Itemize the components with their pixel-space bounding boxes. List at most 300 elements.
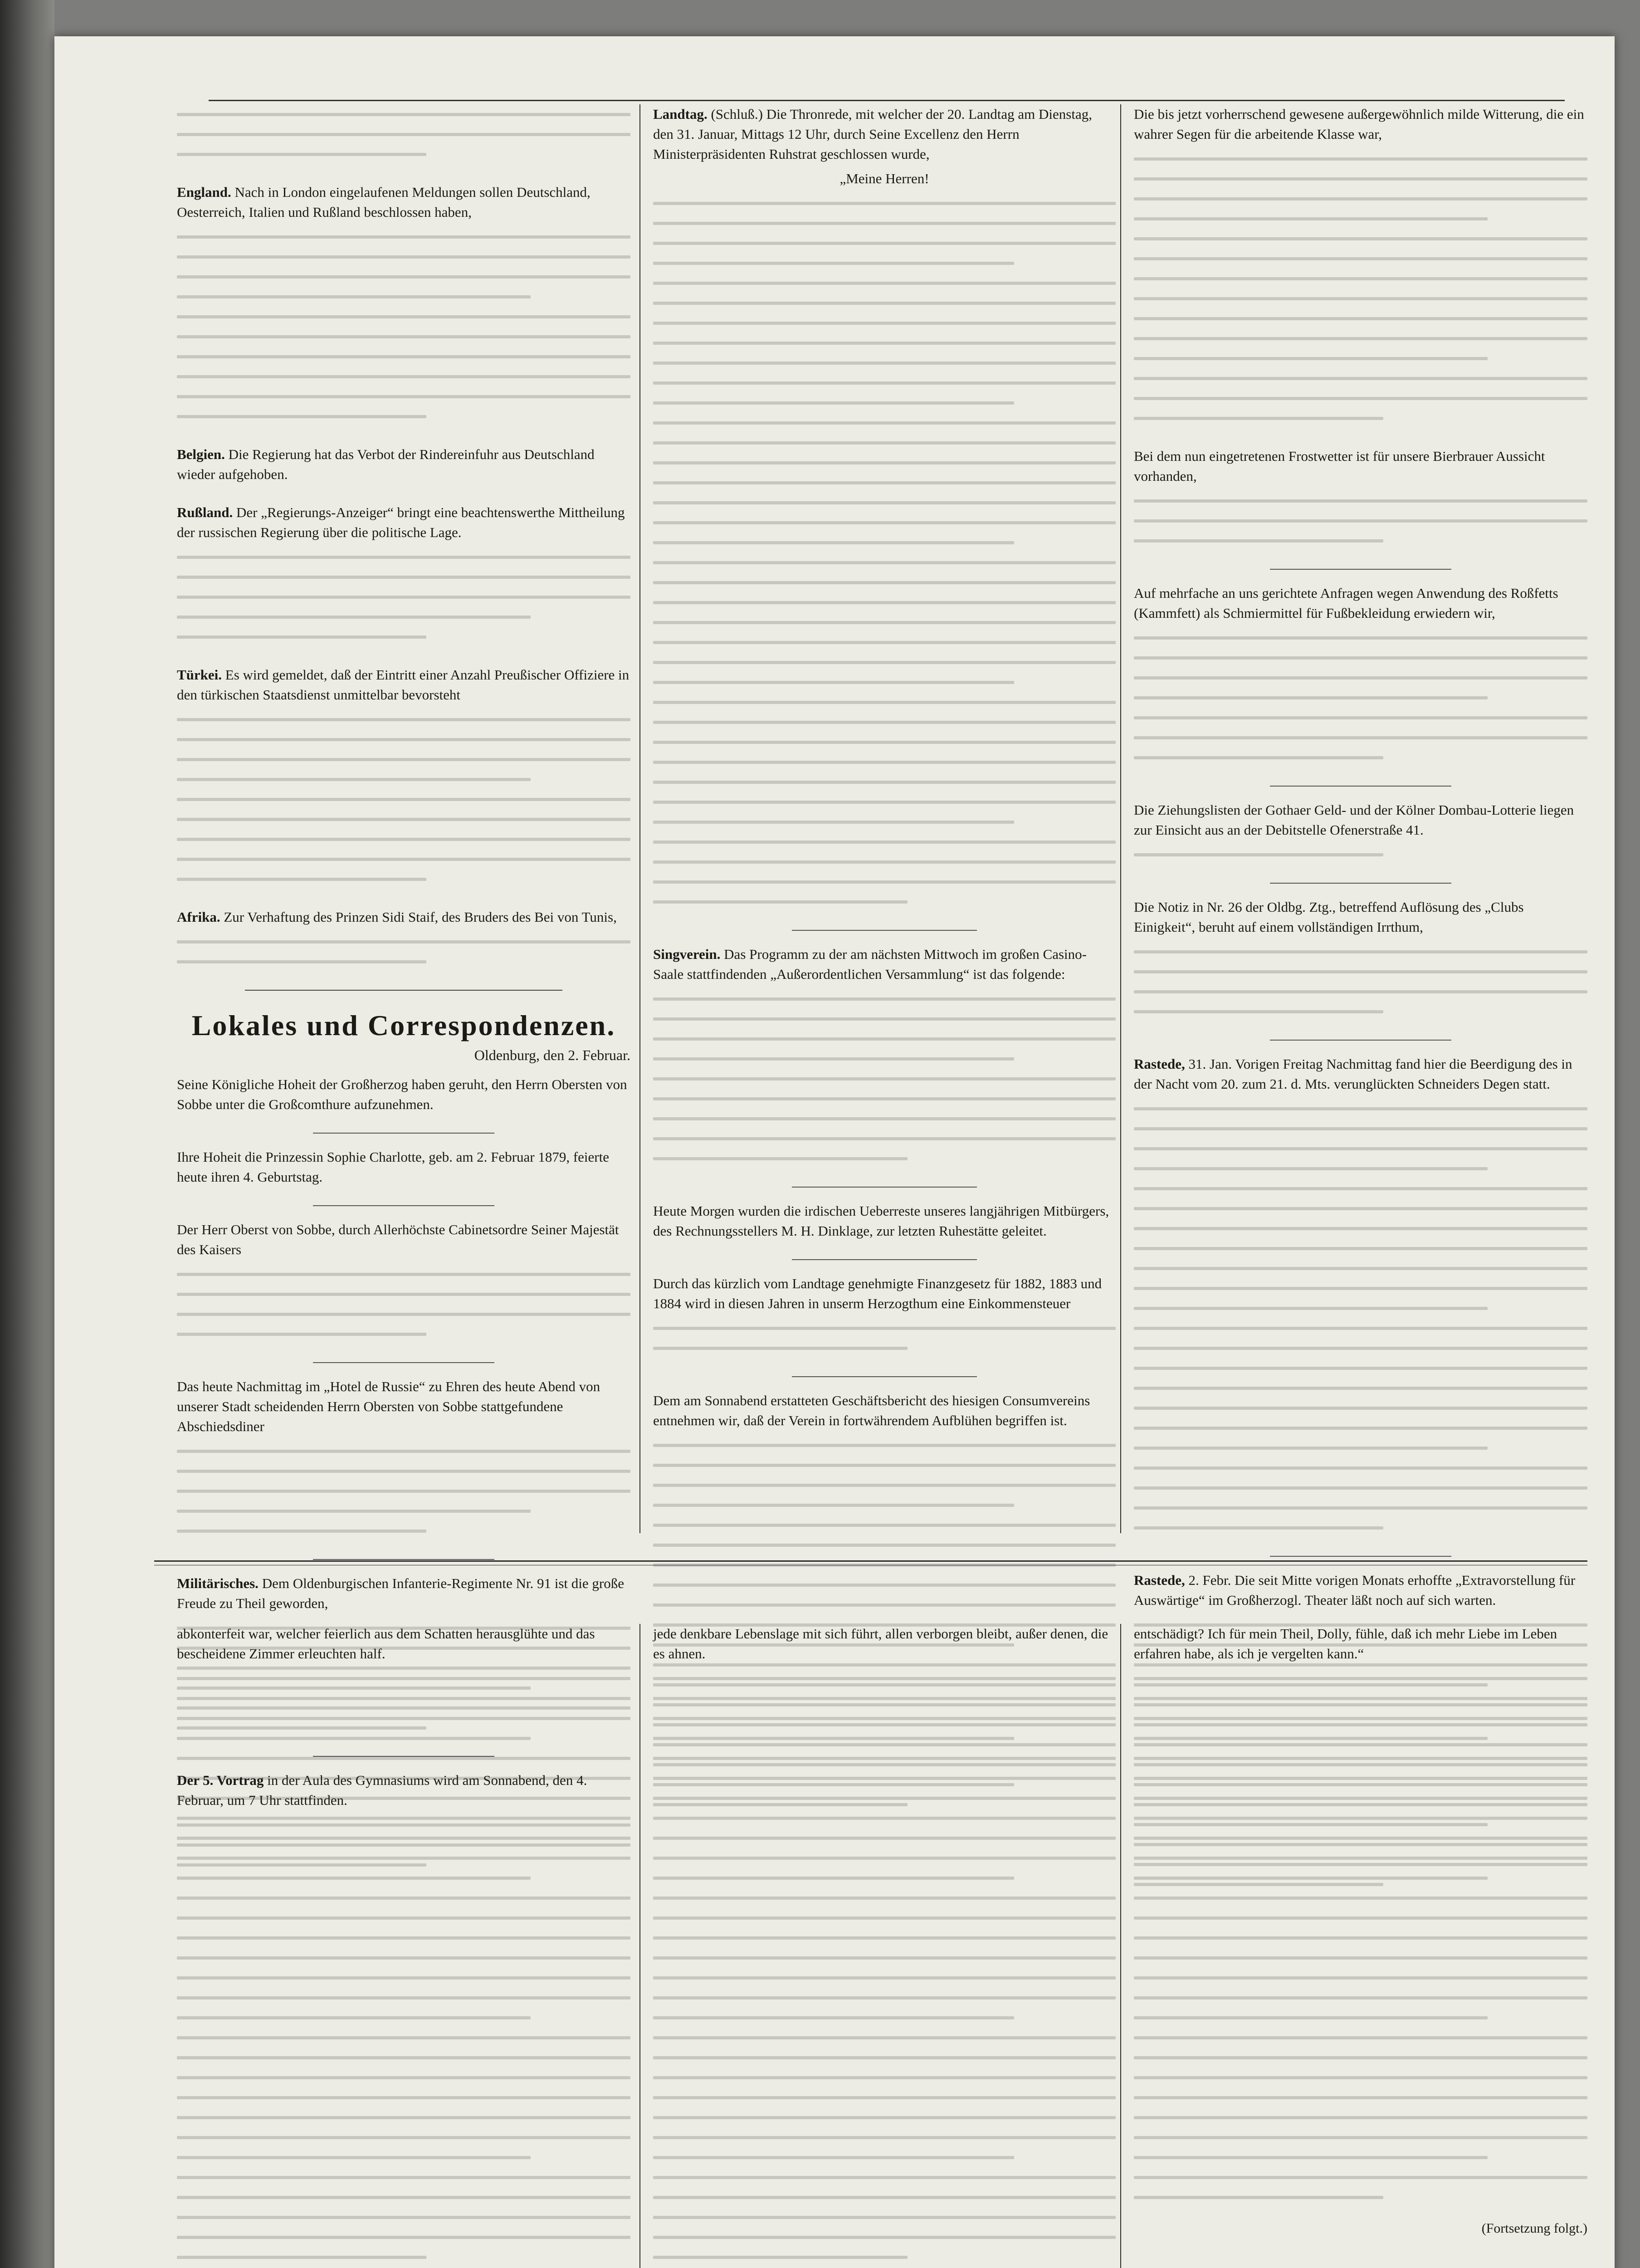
article-lead: Durch das kürzlich vom Landtage genehmigte Finanzgesetz für 1882, 1883 und 1884 wird in diesen Jahren in unserm Herzogthum eine Einkommensteuer: [653, 1276, 1102, 1311]
text-line: [177, 1324, 630, 1344]
text-line: [1134, 2187, 1587, 2207]
article-rastede-1: [1134, 1054, 1587, 1538]
text-line: [653, 393, 1116, 413]
text-block: [177, 227, 630, 426]
text-line: [1134, 1158, 1587, 1178]
text-line: [653, 632, 1116, 652]
text-line: [1134, 2068, 1587, 2087]
text-line: [653, 1495, 1116, 1515]
text-line: [177, 267, 630, 287]
text-line: [177, 1441, 630, 1461]
text-line: [1134, 845, 1587, 865]
text-line: [1134, 368, 1587, 388]
article-lead: Der Herr Oberst von Sobbe, durch Allerhöchste Cabinetsordre Seiner Majestät des Kaisers: [177, 1222, 619, 1257]
section-title-lokales: Lokales und Correspondenzen.: [191, 1009, 616, 1041]
text-line: [653, 433, 1116, 453]
text-line: [1134, 1908, 1587, 1928]
text-line: [653, 2087, 1116, 2107]
text-block: [1134, 1668, 1587, 2207]
text-line: [177, 1928, 630, 1948]
text-line: [177, 124, 630, 144]
text-line: [177, 1284, 630, 1304]
text-line: [1134, 1378, 1587, 1398]
text-line: [177, 2127, 630, 2147]
text-line: [653, 1515, 1116, 1535]
article-landtag: [653, 104, 1116, 912]
article-lead: Dem am Sonnabend erstatteten Geschäftsbericht des hiesigen Consumvereins entnehmen wir, daß der Verein in fortwährendem Aufblühen begriffen ist.: [653, 1393, 1090, 1428]
text-line: [653, 1318, 1116, 1338]
text-line: [653, 989, 1116, 1009]
text-line: [653, 872, 1116, 892]
text-line: [1134, 249, 1587, 269]
text-line: [653, 1149, 1116, 1168]
text-line: [653, 1049, 1116, 1069]
text-line: [177, 1868, 630, 1888]
text-line: [653, 193, 1116, 213]
text-line: [1134, 288, 1587, 308]
text-line: [1134, 1748, 1587, 1768]
text-line: [177, 849, 630, 869]
text-line: [177, 932, 630, 952]
text-line: [1134, 1298, 1587, 1318]
article-lead: 31. Jan. Vorigen Freitag Nachmittag fand hier die Beerdigung des in der Nacht vom 20. zum 21. d. Mts. verunglückten Schneiders Degen statt.: [1134, 1056, 1572, 1092]
text-line: [1134, 2048, 1587, 2068]
text-line: [653, 692, 1116, 712]
text-line: [653, 313, 1116, 333]
article-tuerkei: [177, 665, 630, 889]
text-block: [653, 1668, 1116, 2267]
text-line: [1134, 511, 1587, 531]
article-sophie: [177, 1147, 630, 1187]
text-line: [1134, 531, 1587, 551]
text-line: [653, 2028, 1116, 2048]
text-line: [1134, 728, 1587, 748]
text-line: [653, 832, 1116, 852]
column-rule: [639, 1624, 640, 2268]
text-block: [177, 104, 630, 164]
text-block: [1134, 149, 1587, 428]
text-line: [653, 1948, 1116, 1968]
text-block: [1134, 628, 1587, 767]
text-line: [653, 2048, 1116, 2068]
text-line: [1134, 1002, 1587, 1022]
text-line: [177, 869, 630, 889]
text-line: [653, 1435, 1116, 1455]
text-line: [653, 453, 1116, 473]
article-lead: Das Programm zu der am nächsten Mittwoch im großen Casino-Saale stattfindenden „Außerordentlichen Versammlung“ ist das folgende:: [653, 946, 1087, 982]
article-singverein: [653, 944, 1116, 1168]
separator: [1270, 1556, 1451, 1557]
article-head: Militärisches.: [177, 1575, 259, 1591]
text-line: [1134, 149, 1587, 169]
article-lead: Die bis jetzt vorherrschend gewesene außergewöhnlich milde Witterung, die ein wahrer Segen für die arbeitende Klasse war,: [1134, 106, 1584, 142]
text-line: [177, 1888, 630, 1908]
text-line: [177, 1748, 630, 1768]
text-line: [177, 406, 630, 426]
column-rule: [1120, 1624, 1121, 2268]
text-line: [653, 672, 1116, 692]
text-line: [653, 2147, 1116, 2167]
text-line: [1134, 2147, 1587, 2167]
text-line: [1134, 1338, 1587, 1358]
text-line: [1134, 1198, 1587, 1218]
text-line: [177, 2068, 630, 2087]
text-line: [653, 1688, 1116, 1708]
article-lead: (Schluß.) Die Thronrede, mit welcher der 20. Landtag am Dienstag, den 31. Januar, Mittags 12 Uhr, durch Seine Excellenz den Herrn Ministerpräsidenten Ruhstrat geschlossen wurde,: [653, 106, 1092, 162]
article-lead: Nach in London eingelaufenen Meldungen sollen Deutschland, Oesterreich, Italien und Rußland beschlossen haben,: [177, 184, 591, 220]
text-line: [653, 1535, 1116, 1555]
separator: [792, 1259, 977, 1260]
text-line: [653, 1828, 1116, 1848]
text-line: [177, 1968, 630, 1988]
separator: [313, 1559, 494, 1560]
text-line: [653, 2008, 1116, 2028]
text-line: [1134, 2087, 1587, 2107]
separator: [792, 1376, 977, 1377]
separator: [792, 930, 977, 931]
text-line: [1134, 1099, 1587, 1119]
article-lead: Seine Königliche Hoheit der Großherzog haben geruht, den Herrn Obersten von Sobbe unter die Großcomthure aufzunehmen.: [177, 1076, 627, 1112]
text-line: [1134, 942, 1587, 962]
text-line: [1134, 1688, 1587, 1708]
column-3: [1134, 104, 1587, 1608]
dateline: Oldenburg, den 2. Februar.: [474, 1047, 630, 1063]
article-lead: in der Aula des Gymnasiums wird am Sonnabend, den 4. Februar, um 7 Uhr stattfinden.: [177, 1772, 587, 1808]
text-line: [1134, 189, 1587, 209]
text-line: [177, 2167, 630, 2187]
text-line: [653, 493, 1116, 513]
text-line: [653, 213, 1116, 233]
text-line: [177, 327, 630, 347]
article-lead: Bei dem nun eingetretenen Frostwetter ist für unsere Bierbrauer Aussicht vorhanden,: [1134, 448, 1545, 484]
header-rule: [209, 100, 1565, 101]
separator: [313, 1205, 494, 1206]
text-line: [653, 533, 1116, 552]
text-line: [177, 1668, 630, 1688]
text-line: [1134, 1788, 1587, 1808]
separator: [245, 990, 562, 991]
text-line: [653, 373, 1116, 393]
text-line: [177, 2227, 630, 2247]
text-line: [177, 1728, 630, 1748]
text-line: [1134, 1139, 1587, 1158]
text-line: [653, 1109, 1116, 1129]
text-line: [177, 749, 630, 769]
text-line: [1134, 1458, 1587, 1478]
continuation-note: (Fortsetzung folgt.): [1481, 2221, 1587, 2236]
text-line: [653, 732, 1116, 752]
feuilleton-lead: entschädigt? Ich für mein Theil, Dolly, fühle, daß ich mehr Liebe im Leben erfahren habe, als ich je vergelten kann.“: [1134, 1626, 1557, 1662]
text-line: [177, 729, 630, 749]
text-line: [653, 1928, 1116, 1948]
text-line: [1134, 1218, 1587, 1238]
text-line: [177, 789, 630, 809]
text-block: [177, 709, 630, 889]
text-line: [177, 1501, 630, 1521]
text-block: [1134, 1099, 1587, 1538]
separator: [1270, 883, 1451, 884]
text-line: [177, 2107, 630, 2127]
text-line: [653, 1129, 1116, 1149]
article-afrika: [177, 907, 630, 972]
text-line: [653, 1475, 1116, 1495]
text-line: [653, 1768, 1116, 1788]
text-line: [1134, 1398, 1587, 1418]
text-line: [1134, 1988, 1587, 2008]
text-line: [1134, 1928, 1587, 1948]
text-line: [177, 227, 630, 247]
article-head: Türkei.: [177, 667, 222, 683]
article-head: Afrika.: [177, 909, 220, 925]
text-line: [177, 367, 630, 386]
article-intro: [177, 104, 630, 164]
text-line: [177, 1848, 630, 1868]
text-line: [177, 307, 630, 327]
text-line: [1134, 982, 1587, 1002]
quote-open: „Meine Herren!: [840, 171, 929, 186]
text-line: [177, 607, 630, 627]
text-line: [653, 712, 1116, 732]
text-block: [177, 1441, 630, 1541]
text-line: [177, 1988, 630, 2008]
separator: [1270, 569, 1451, 570]
text-line: [653, 1808, 1116, 1828]
article-head: Rastede,: [1134, 1056, 1185, 1072]
article-sobbe: [177, 1220, 630, 1344]
text-line: [653, 1788, 1116, 1808]
article-head: Der 5. Vortrag: [177, 1772, 264, 1788]
article-head: Rastede,: [1134, 1572, 1185, 1588]
text-line: [177, 2087, 630, 2107]
text-line: [653, 812, 1116, 832]
text-line: [653, 2127, 1116, 2147]
article-lead: Es wird gemeldet, daß der Eintritt einer Anzahl Preußischer Offiziere in den türkischen Staatsdienst unmittelbar bevorsteht: [177, 667, 630, 703]
text-block: [1134, 845, 1587, 865]
text-line: [653, 1748, 1116, 1768]
article-head: Singverein.: [653, 946, 721, 962]
column-2: [653, 104, 1116, 1533]
text-line: [1134, 209, 1587, 229]
column-rule: [1120, 104, 1121, 1533]
article-head: Belgien.: [177, 446, 225, 462]
text-line: [1134, 1708, 1587, 1728]
text-block: [653, 1318, 1116, 1358]
article-frost: [1134, 446, 1587, 551]
text-line: [177, 1688, 630, 1708]
text-line: [653, 792, 1116, 812]
text-line: [653, 273, 1116, 293]
text-line: [177, 1264, 630, 1284]
text-line: [653, 2068, 1116, 2087]
text-line: [1134, 1808, 1587, 1828]
article-lead: 2. Febr. Die seit Mitte vorigen Monats erhoffte „Extravorstellung für Auswärtige“ im Großherzogl. Theater läßt noch auf sich warten.: [1134, 1572, 1576, 1608]
text-line: [653, 1708, 1116, 1728]
separator: [1270, 1040, 1451, 1041]
article-lead: Heute Morgen wurden die irdischen Ueberreste unseres langjährigen Mitbürgers, des Rechnungsstellers M. H. Dinklage, zur letzten Ruhestätte geleitet.: [653, 1203, 1109, 1239]
text-line: [1134, 269, 1587, 288]
text-block: [653, 989, 1116, 1168]
text-line: [653, 513, 1116, 533]
text-line: [653, 413, 1116, 433]
text-line: [653, 2167, 1116, 2187]
text-line: [653, 233, 1116, 253]
text-line: [1134, 1318, 1587, 1338]
article-dinklage: [653, 1201, 1116, 1241]
text-line: [177, 769, 630, 789]
text-line: [1134, 1888, 1587, 1908]
text-line: [653, 1908, 1116, 1928]
article-england: [177, 182, 630, 426]
text-line: [1134, 1848, 1587, 1868]
text-line: [177, 547, 630, 567]
text-line: [653, 1968, 1116, 1988]
text-line: [653, 892, 1116, 912]
text-line: [653, 1868, 1116, 1888]
text-line: [653, 1029, 1116, 1049]
text-line: [177, 1521, 630, 1541]
text-line: [653, 333, 1116, 353]
article-lead: Der „Regierungs-Anzeiger“ bringt eine beachtenswerthe Mittheilung der russischen Regierung über die politische Lage.: [177, 504, 625, 540]
text-line: [653, 473, 1116, 493]
text-line: [177, 2028, 630, 2048]
text-line: [1134, 1668, 1587, 1688]
text-line: [1134, 2107, 1587, 2127]
text-line: [653, 852, 1116, 872]
text-line: [1134, 1728, 1587, 1748]
text-line: [177, 952, 630, 972]
text-line: [177, 627, 630, 647]
article-lead: Auf mehrfache an uns gerichtete Anfragen wegen Anwendung des Roßfetts (Kammfett) als Schmiermittel für Fußbekleidung erwiedern wir,: [1134, 585, 1558, 621]
text-line: [177, 287, 630, 307]
text-line: [653, 1338, 1116, 1358]
text-line: [1134, 2167, 1587, 2187]
text-line: [1134, 1868, 1587, 1888]
feuilleton-column-2: [653, 1624, 1116, 2268]
text-line: [1134, 308, 1587, 328]
text-line: [653, 1595, 1116, 1615]
text-line: [653, 2227, 1116, 2247]
text-line: [1134, 1828, 1587, 1848]
text-line: [1134, 348, 1587, 368]
article-finanz: [653, 1274, 1116, 1358]
text-line: [653, 652, 1116, 672]
text-line: [653, 1888, 1116, 1908]
text-line: [1134, 1478, 1587, 1498]
text-line: [1134, 229, 1587, 249]
separator: [313, 1133, 494, 1134]
text-line: [177, 1788, 630, 1808]
text-block: [177, 932, 630, 972]
text-line: [177, 2008, 630, 2028]
text-line: [177, 1768, 630, 1788]
text-line: [177, 809, 630, 829]
article-lead: Die Ziehungslisten der Gothaer Geld- und der Kölner Dombau-Lotterie liegen zur Einsicht aus an der Debitstelle Ofenerstraße 41.: [1134, 802, 1574, 838]
text-line: [1134, 708, 1587, 728]
text-line: [177, 567, 630, 587]
article-grossherzog: [177, 1075, 630, 1114]
text-line: [653, 353, 1116, 373]
text-line: [1134, 1119, 1587, 1139]
article-lead: Das heute Nachmittag im „Hotel de Russie“ zu Ehren des heute Abend von unserer Stadt scheidenden Herrn Obersten von Sobbe stattgefundene Abschiedsdiner: [177, 1378, 600, 1434]
text-line: [653, 2207, 1116, 2227]
text-line: [1134, 2008, 1587, 2028]
text-line: [1134, 408, 1587, 428]
text-line: [1134, 1498, 1587, 1518]
text-line: [177, 587, 630, 607]
text-line: [1134, 1518, 1587, 1538]
article-head: England.: [177, 184, 231, 200]
text-line: [177, 1948, 630, 1968]
text-line: [653, 1668, 1116, 1688]
text-line: [177, 2187, 630, 2207]
separator: [792, 1187, 977, 1188]
text-line: [1134, 491, 1587, 511]
text-line: [653, 772, 1116, 792]
text-line: [177, 1808, 630, 1828]
text-line: [177, 709, 630, 729]
article-lead: Dem Oldenburgischen Infanterie-Regimente Nr. 91 ist die große Freude zu Theil geworden,: [177, 1575, 624, 1611]
text-line: [653, 1069, 1116, 1089]
text-line: [1134, 328, 1587, 348]
text-line: [177, 2048, 630, 2068]
text-line: [1134, 1968, 1587, 1988]
feuilleton-column-1: [177, 1624, 630, 2268]
text-line: [1134, 1418, 1587, 1438]
text-line: [177, 2247, 630, 2267]
text-line: [177, 829, 630, 849]
book-spine: [0, 0, 54, 2268]
text-line: [1134, 748, 1587, 767]
text-line: [1134, 388, 1587, 408]
text-line: [177, 1481, 630, 1501]
text-line: [653, 1009, 1116, 1029]
text-line: [653, 253, 1116, 273]
text-line: [653, 1728, 1116, 1748]
text-line: [177, 1708, 630, 1728]
text-line: [1134, 1948, 1587, 1968]
text-line: [653, 552, 1116, 572]
text-block: [177, 1264, 630, 1344]
text-line: [177, 104, 630, 124]
text-line: [653, 592, 1116, 612]
article-head: Rußland.: [177, 504, 233, 520]
text-line: [1134, 648, 1587, 668]
article-lead: Ihre Hoheit die Prinzessin Sophie Charlotte, geb. am 2. Februar 1879, feierte heute ihren 4. Geburtstag.: [177, 1149, 609, 1185]
text-block: [1134, 942, 1587, 1022]
text-line: [653, 1455, 1116, 1475]
text-line: [653, 1555, 1116, 1575]
text-block: [177, 1668, 630, 2267]
text-line: [1134, 1278, 1587, 1298]
article-russland: [177, 503, 630, 647]
text-line: [1134, 2127, 1587, 2147]
text-line: [1134, 628, 1587, 648]
article-club: [1134, 897, 1587, 1022]
text-line: [177, 247, 630, 267]
text-block: [653, 193, 1116, 912]
article-head: Landtag.: [653, 106, 708, 122]
text-line: [653, 293, 1116, 313]
article-abschied: [177, 1377, 630, 1541]
text-line: [653, 572, 1116, 592]
text-line: [653, 1575, 1116, 1595]
text-line: [1134, 688, 1587, 708]
text-line: [177, 386, 630, 406]
column-rule: [639, 104, 640, 1533]
text-line: [177, 1908, 630, 1928]
article-witterung: [1134, 104, 1587, 428]
text-line: [653, 752, 1116, 772]
